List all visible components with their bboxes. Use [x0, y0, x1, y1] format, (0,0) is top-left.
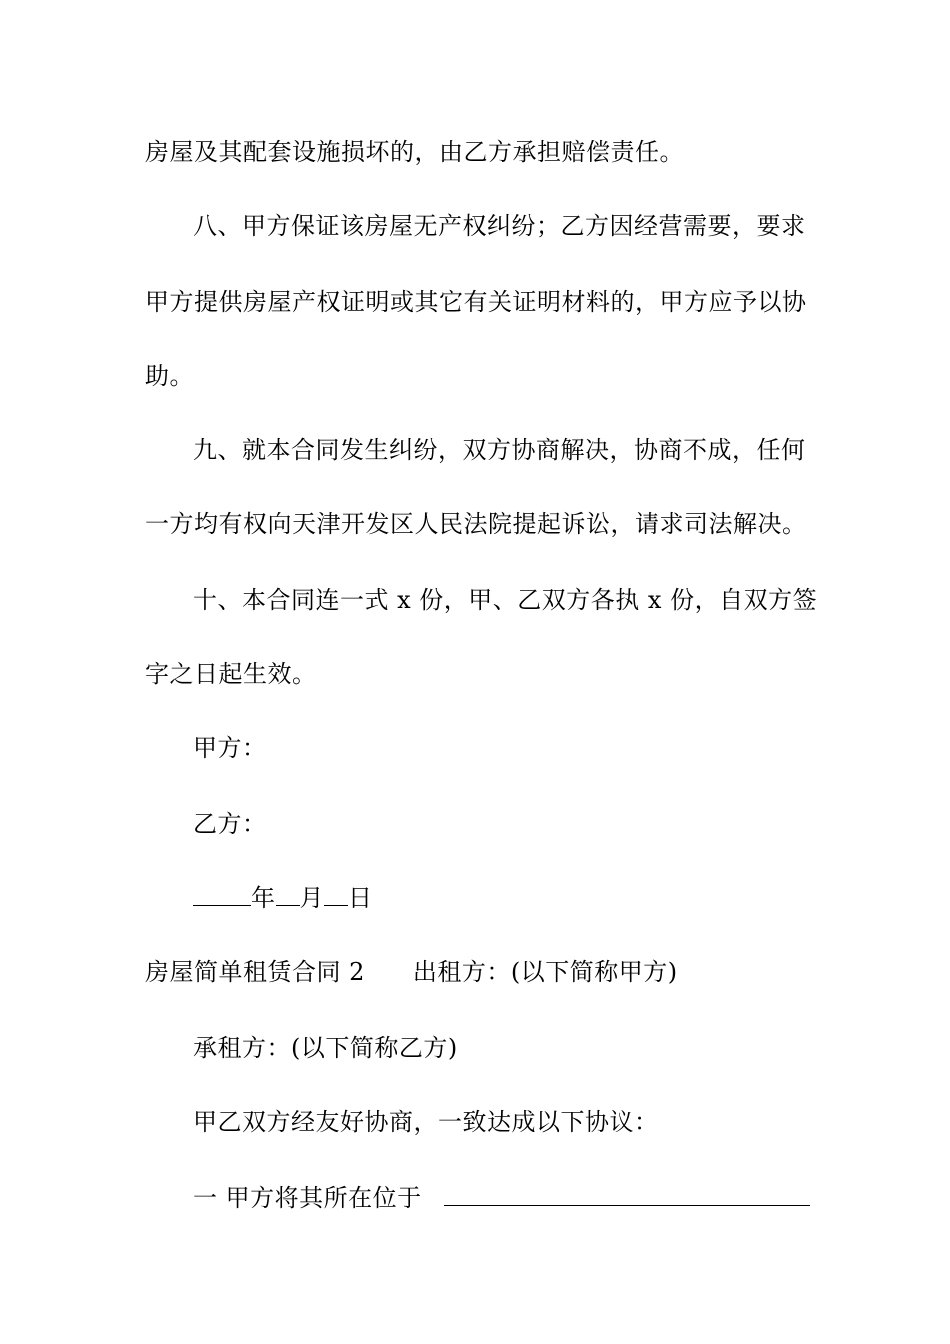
lessor-label: 出租方：(以下简称甲方) [412, 958, 678, 986]
year-label: 年 [251, 884, 276, 912]
party-a-label: 甲方： [193, 734, 267, 762]
paragraph-line: 九、就本合同发生纠纷，双方协商解决，协商不成，任何 [193, 436, 806, 464]
day-label: 日 [348, 884, 373, 912]
agreement-intro: 甲乙双方经友好协商，一致达成以下协议： [193, 1108, 659, 1136]
contract-title: 房屋简单租赁合同 2 [145, 958, 365, 986]
lessee-label: 承租方：(以下简称乙方) [193, 1034, 458, 1062]
paragraph-line: 一方均有权向天津开发区人民法院提起诉讼，请求司法解决。 [145, 510, 807, 538]
month-blank [276, 885, 300, 906]
paragraph-line: 字之日起生效。 [145, 660, 317, 688]
clause-one-line [193, 1182, 810, 1214]
paragraph-line: 房屋及其配套设施损坏的，由乙方承担赔偿责任。 [145, 138, 684, 166]
paragraph-line: 甲方提供房屋产权证明或其它有关证明材料的，甲方应予以协 [145, 288, 807, 316]
month-label: 月 [299, 884, 324, 912]
contract-title-line [145, 956, 678, 988]
year-blank [193, 885, 251, 906]
date-line [193, 882, 373, 914]
clause-one-text: 一 甲方将其所在位于 [193, 1184, 422, 1212]
party-b-label: 乙方： [193, 810, 267, 838]
location-blank [444, 1185, 810, 1206]
paragraph-line: 助。 [145, 362, 194, 390]
paragraph-line: 八、甲方保证该房屋无产权纠纷；乙方因经营需要，要求 [193, 212, 806, 240]
day-blank [324, 885, 348, 906]
paragraph-line: 十、本合同连一式 x 份，甲、乙双方各执 x 份，自双方签 [193, 586, 818, 614]
